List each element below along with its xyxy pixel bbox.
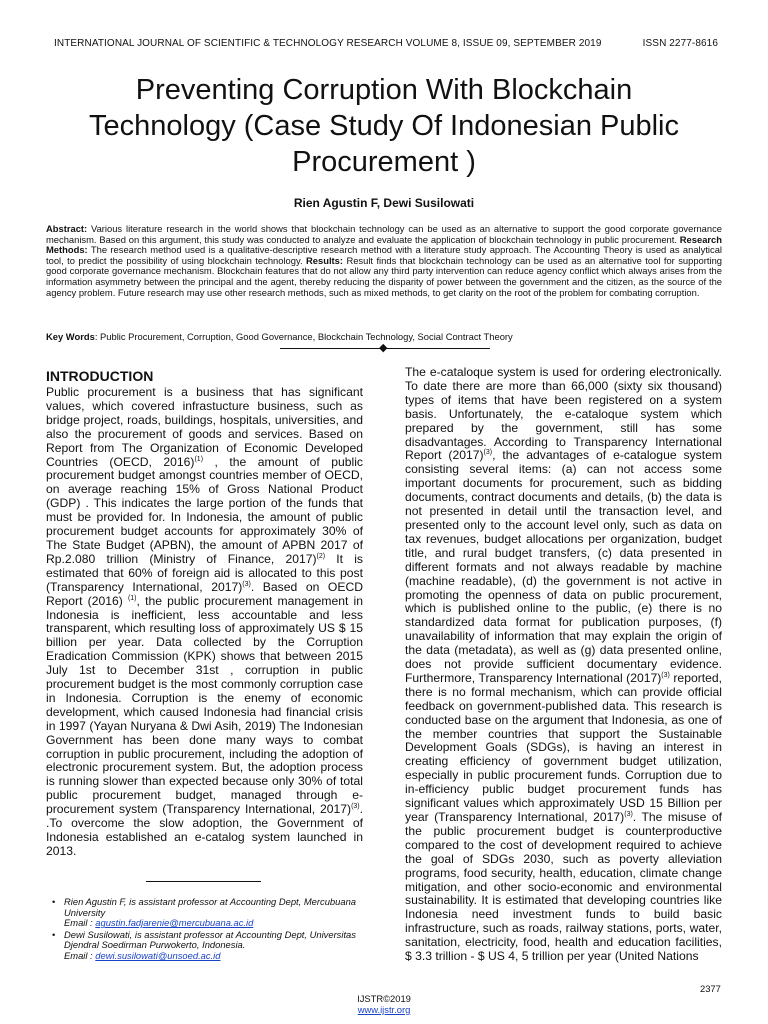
citation: (3) [242, 580, 251, 588]
abstract-text-3: Result finds that blockchain technology can be used as an alternative tool for supporting good corporate governance mechanism. Blockchain features that do not allow any third party intervention can reduce agency conflict which always arises from the information asymmetry between the principal and the agent, thereby reducing the disparity of power between the government and the citizen, as the source of the agency problem. Future research may use other research methods, such as mixed methods, to get clarity on the root of the problem for combating corruption. [46, 254, 722, 298]
introduction-heading: INTRODUCTION [46, 368, 154, 384]
results-label: Results: [306, 254, 344, 266]
citation: (3) [351, 803, 360, 811]
author-footnotes [50, 897, 370, 963]
body-text: . The misuse of the public procurement budget is counterproductive compared to the cost of development required to achieve the goal of SDGs 2030, such as poverty alleviation programs, food security, health, education, climate change mitigation, and other socio-economic and environmental sustainability. It is estimated that developing countries like Indonesia need investment funds to build basic infrastructure, such as roads, railway stations, ports, water, sanitation, electricity, food, health and education facilities, $ 3.3 trillion - $ US 4, 5 trillion per year (United Nations [405, 810, 722, 964]
citation: (2) [316, 552, 326, 560]
right-column [405, 366, 722, 964]
introduction-paragraph [46, 386, 363, 859]
body-text: reported, there is no formal mechanism, which can provide official feedback on government-published data. This research is conducted base on the argument that Indonesia, as one of the member countries that support the Sustainable Development Goals (SDGs), is having an interest in creating efficiency of government budget utilization, especially in public procurement funds. Corruption due to in-efficiency public budget procurement funds has significant values which approximately USD 15 Billion per year (Transparency International, 2017) [405, 670, 722, 824]
email-link[interactable]: agustin.fadjarenie@mercubuana.ac.id [95, 917, 254, 929]
methods-label: Research Methods: [46, 233, 722, 256]
copyright: IJSTR©2019 [357, 993, 411, 1004]
intro-text: . Based on OECD Report (2016) [46, 579, 363, 608]
abstract-text-1: Various literature research in the world shows that blockchain technology can be used as an alternative to support the good corporate governance mechanism. Based on this argument, this study was conducted to analyze and evaluate the application of blockchain technology in public procurement. [46, 223, 722, 245]
running-header [50, 38, 718, 52]
intro-text: , the public procurement management in Indonesia is inefficient, less accountable and less transparent, which resulting loss of approximately US $ 15 billion per year. Data collected by the Corruption Eradication Commission (KPK) shows that between 2015 July 1st to December 31st , corruption in public procurement budget is the most commonly corruption case in Indonesia. Corruption is the enemy of economic development, which caused Indonesia had financial crisis in 1997 (Yayan Nuryana & Dwi Asih, 2019) The Indonesian Government has been done many ways to combat corruption in public procurement, including the adoption of electronic procurement system. But, the adoption process is running slower than expected because only 30% of total public procurement budget, managed through e-procurement system (Transparency International, 2017) [46, 593, 363, 817]
intro-text: . .To overcome the slow adoption, the Government of Indonesia established an e-catalog system launched in 2013. [46, 802, 363, 858]
intro-text: , the amount of public procurement budget amongst countries member of OECD, on average reaching 15% of Gross National Product (GDP) . This indicates the large portion of the funds that must be provided for. In Indonesia, the amount of public procurement budget accounts for approximately 30% of The State Budget (APBN), the amount of APBN 2017 of Rp.2.080 trillion (Ministry of Finance, 2017) [46, 454, 364, 566]
citation: (1) [194, 455, 204, 463]
bullet-icon: • [52, 896, 56, 907]
email-link[interactable]: dewi.susilowati@unsoed.ac.id [95, 949, 221, 961]
footnote-affiliation: Dewi Susilowati, is assistant professor at Accounting Dept, Universitas Djendral Soedirman Purwokerto, Indonesia. [64, 928, 356, 951]
body-text: , the advantages of e-catalogue system consisting several items: (a) can not access some important documents for procurement, such as bidding documents, contract documents and details, (b) the data is not presented in detail until the transaction level, and presented only to the account level only, such as data on tax revenues, budget allocations per organization, budget title, and rural budget transfers, (c) data presented in different formats and not always readable by machine (machine readable), (d) the government is not active in promoting the openness of data on public procurement, which is published online to the public, (e) there is no standardized data format for publication purposes, (f) unavailability of information that may explain the origin of the data (metadata), as well as (g) data presented online, does not provide sufficient documentary evidence. Furthermore, Transparency International (2017) [405, 448, 722, 685]
citation: (3) [624, 811, 633, 818]
keywords-label: Key Words [46, 331, 95, 342]
intro-text: Public procurement is a business that has significant values, which covered infrastucture business, such as bridge project, roads, buildings, hospitals, universities, and also the procurement of goods and services. Based on Report from The Organization of Economic Developed Countries (OECD, 2016) [46, 385, 363, 469]
citation: (3) [661, 671, 670, 679]
email-label: Email : [64, 949, 96, 961]
footnote-item [50, 930, 370, 962]
abstract-label: Abstract: [46, 223, 88, 234]
diamond-icon: ◆ [379, 342, 388, 354]
section-divider [280, 343, 490, 355]
email-label: Email : [64, 917, 96, 929]
body-paragraph [405, 366, 722, 964]
authors: Rien Agustin F, Dewi Susilowati [293, 196, 475, 210]
intro-text: It is estimated that 60% of foreign aid is allocated to this post (Transparency International, 2017) [46, 551, 364, 594]
footnote-item [50, 897, 370, 929]
website-link[interactable]: www.ijstr.org [357, 1004, 411, 1015]
abstract-text-2: The research method used is a qualitative-descriptive research method with a literature study approach. The Accounting Theory is used as analytical tool, to predict the possibility of using blockchain technology. [46, 244, 722, 266]
keywords [46, 331, 722, 342]
keywords-text: : Public Procurement, Corruption, Good Governance, Blockchain Technology, Social Contract Theory [94, 331, 513, 342]
body-text: The e-cataloque system is used for ordering electronically. To date there are more than 66,000 (sixty six thousand) types of items that have been registered on a system basis. Unfortunately, the e-cataloque system which prepared by the government, still has some disadvantages. According to Transparency International Report (2017) [405, 365, 722, 463]
bullet-icon: • [52, 928, 56, 940]
paper-title: Preventing Corruption With Blockchain Technology (Case Study Of Indonesian Public Procurement ) [88, 74, 679, 178]
issn: ISSN 2277-8616 [642, 38, 718, 49]
journal-name: INTERNATIONAL JOURNAL OF SCIENTIFIC & TECHNOLOGY RESEARCH VOLUME 8, ISSUE 09, SEPTEMBER 2019 [54, 38, 602, 49]
citation: (3) [483, 449, 493, 457]
left-column [46, 368, 363, 859]
abstract [46, 224, 722, 298]
page-number: 2377 [700, 983, 721, 994]
footnote-rule [146, 881, 261, 882]
footnote-affiliation: Rien Agustin F, is assistant professor at Accounting Dept, Mercubuana University [64, 896, 356, 918]
page-footer [0, 993, 768, 1015]
citation: (1) [127, 594, 137, 602]
